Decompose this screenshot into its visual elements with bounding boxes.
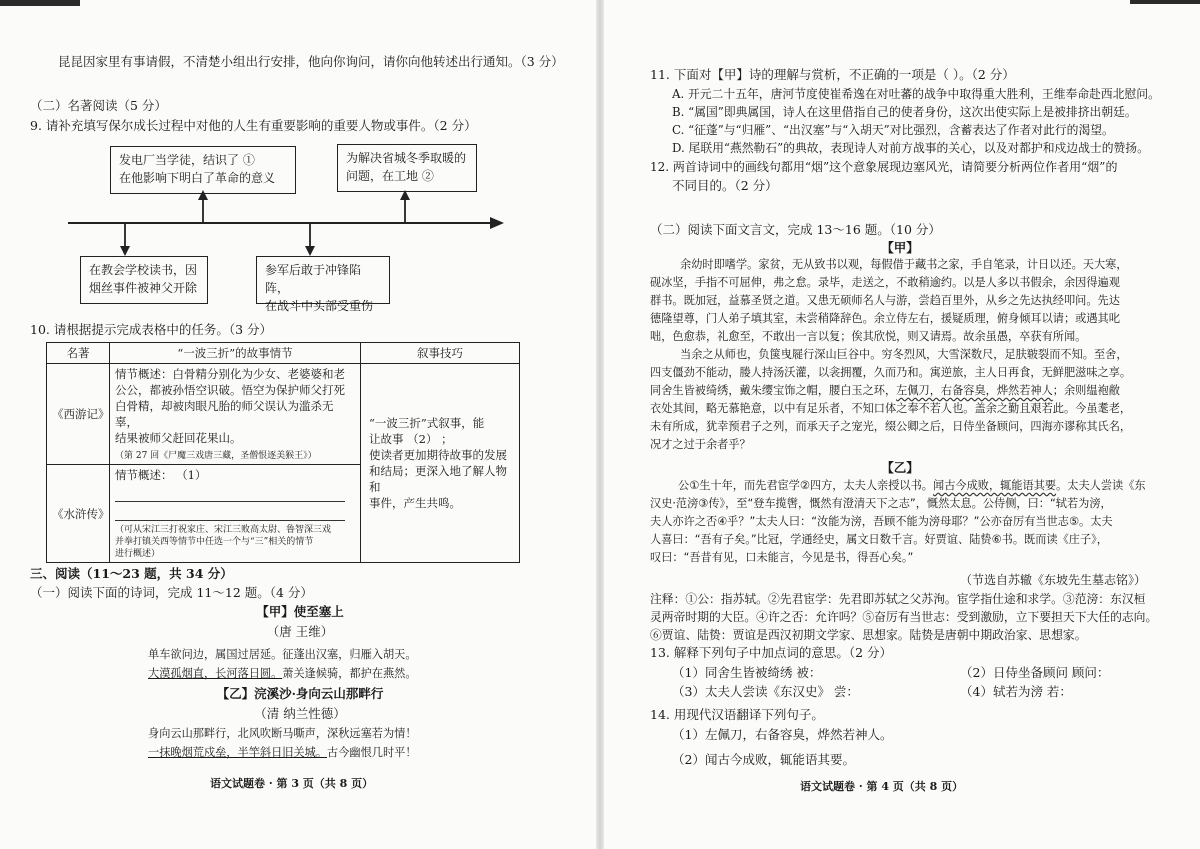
box-text: 问题，在工地 ② xyxy=(346,169,434,183)
option-c: C. “征蓬”与“归雁”、“出汉塞”与“入胡天”对比强烈，含蓄表达了作者对此行的渴望。 xyxy=(672,123,1114,137)
passage-line: 况才之过于余者乎？ xyxy=(650,438,751,451)
passage-label: 【甲】 xyxy=(881,240,919,255)
answer-line[interactable] xyxy=(115,502,345,521)
box-text: 在他影响下明白了革命的意义 xyxy=(119,171,276,185)
wavy-underlined-text: 左佩刀，右备容臭，烨然若神人 xyxy=(896,384,1053,397)
question-14: 14. 用现代汉语翻译下列句子。 xyxy=(650,707,824,722)
passage-line: 四支僵劲不能动，媵人持汤沃灌，以衾拥覆，久而乃和。寓逆旅，主人日再食，无鲜肥滋味之享。 xyxy=(650,366,1132,379)
story-table xyxy=(46,342,520,563)
option-d: D. 尾联用“燕然勒石”的典故，表现诗人对前方战事的关心，以及对都护和戍边战士的赞扬。 xyxy=(672,141,1149,155)
option-b: B. “属国”即典属国，诗人在这里借指自己的使者身份，这次出使实际上是被排挤出朝廷。 xyxy=(672,105,1137,119)
underlined-line: 大漠孤烟直，长河落日圆。 xyxy=(148,667,283,680)
passage-line: 衣处其间，略无慕艳意，以中有足乐者，不知口体之奉不若人也。盖余之勤且艰若此。今虽耄老， xyxy=(650,402,1132,415)
question-12: 不同目的。（2 分） xyxy=(672,178,778,193)
timeline-box-1 xyxy=(110,146,296,194)
tech-line: “一波三折”式叙事，能 xyxy=(369,416,485,430)
poem-line: 身向云山那畔行，北风吹断马嘶声，深秋远塞若为情！ xyxy=(148,727,417,740)
passage-text: 。太夫人尝读《东 xyxy=(1056,479,1146,492)
section-heading: （二）阅读下面文言文，完成 13～16 题。（10 分） xyxy=(650,222,941,237)
section-subheading: （一）阅读下面的诗词，完成 11～12 题。（4 分） xyxy=(30,585,313,600)
page-footer: 语文试题卷 · 第 3 页（共 8 页） xyxy=(210,777,374,790)
wavy-underlined-text: 闻古今成败，辄能语其要 xyxy=(933,479,1057,492)
book-name: 《水浒传》 xyxy=(47,465,110,563)
question-13: 13. 解释下列句子中加点词的意思。（2 分） xyxy=(650,645,893,660)
box-text: 为解决省城冬季取暖的 xyxy=(346,151,467,165)
tech-line: 让故事 （2） ； xyxy=(369,432,453,446)
section-heading: 三、阅读（11～23 题，共 34 分） xyxy=(30,566,233,581)
poem-line xyxy=(148,667,417,682)
table-header: 名著 xyxy=(47,343,110,364)
passage-line xyxy=(650,384,1120,399)
question-10: 10. 请根据提示完成表格中的任务。（3 分） xyxy=(30,322,273,337)
sub-question: （1）同舍生皆被绮绣 被： xyxy=(672,665,822,680)
plot-cell xyxy=(110,465,361,563)
hint-line: 进行概述） xyxy=(115,549,161,559)
question-12: 12. 两首诗词中的画线句都用“烟”这个意象展现边塞风光，请简要分析两位作者用“烟”的 xyxy=(650,160,1118,174)
poem-text: 萧关逢候骑，都护在燕然。 xyxy=(282,667,417,680)
sub-question: （1）左佩刀，右备容臭，烨然若神人。 xyxy=(672,727,893,742)
passage-line: 群书。既加冠，益慕圣贤之道。又患无硕师名人与游，尝趋百里外，从乡之先达执经叩问。先达 xyxy=(650,294,1120,307)
question-9: 9. 请补充填写保尔成长过程中对他的人生有重要影响的重要人物或事件。（2 分） xyxy=(30,118,477,133)
passage-text: 公①生十年，而先君宦学②四方，太夫人亲授以书。 xyxy=(678,479,933,492)
source-citation: （节选自苏辙《东坡先生墓志铭》） xyxy=(960,573,1147,587)
poem-title: 【乙】浣溪沙·身向云山那畔行 xyxy=(216,686,384,701)
poem-line xyxy=(148,746,417,761)
underlined-line: 一抹晚烟荒戍垒，半竿斜日旧关城。 xyxy=(148,746,328,759)
annotation-line: ⑥贾谊、陆贽：贾谊是西汉初期文学家、思想家。陆贽是唐朝中期政治家、思想家。 xyxy=(650,628,1087,642)
poem-line: 单车欲问边，属国过居延。征蓬出汉塞，归雁入胡天。 xyxy=(148,648,417,661)
hint-line: 并拳打镇关西等情节中任选一个与“三”相关的情节 xyxy=(115,537,314,547)
plot-line: 公公，都被孙悟空识破。悟空为保护师父打死 xyxy=(115,383,345,397)
technique-cell xyxy=(361,364,520,563)
box-text: 参军后敢于冲锋陷阵， xyxy=(265,263,362,295)
box-text: 烟丝事件被神父开除 xyxy=(89,281,198,295)
passage-line: 余幼时即嗜学。家贫，无从致书以观，每假借于藏书之家，手自笔录，计日以还。天大寒， xyxy=(680,258,1128,271)
poem-author: （唐 王维） xyxy=(266,624,334,639)
tech-line: 事件，产生共鸣。 xyxy=(369,496,461,510)
passage-line: 汉史·范滂③传》，至“登车揽辔，慨然有澄清天下之志”，慨然太息。公侍侧，曰：“轼若为滂， xyxy=(650,497,1112,510)
table-header: “一波三折”的故事情节 xyxy=(110,343,361,364)
sub-question: （3）太夫人尝读《东汉史》 尝： xyxy=(672,684,859,699)
book-name: 《西游记》 xyxy=(47,364,110,465)
box-text: 发电厂当学徒，结识了 ① xyxy=(119,153,255,167)
blank-line[interactable]: 情节概述： （1） xyxy=(115,468,207,482)
plot-line: 白骨精，却被肉眼凡胎的师父误认为滥杀无辜， xyxy=(115,399,334,429)
passage-text: 同舍生皆被绮绣，戴朱缨宝饰之帽，腰白玉之环， xyxy=(650,384,897,397)
poem-title: 【甲】使至塞上 xyxy=(256,604,344,619)
passage-line: 叹曰：“吾昔有见，口未能言，今见是书，得吾心矣。” xyxy=(650,551,914,564)
timeline-box-2 xyxy=(337,144,477,192)
plot-line: 情节概述：白骨精分别化为少女、老婆婆和老 xyxy=(115,367,345,381)
section-heading: （二）名著阅读（5 分） xyxy=(30,98,167,113)
tech-line: 使读者更加期待故事的发展 xyxy=(369,448,507,462)
annotation-line: 注释：①公：指苏轼。②先君宦学：先君即苏轼之父苏洵。宦学指仕途和求学。③范滂：东汉桓 xyxy=(650,592,1146,606)
box-text: 在战斗中头部受重伤 xyxy=(265,299,374,313)
passage-line: 人喜曰：“吾有子矣。”比冠，学通经史，属文日数千言。好贾谊、陆贽⑥书。既而读《庄子》， xyxy=(650,533,1108,546)
passage-line: 未有所成，犹幸预君子之列，而承天子之宠光，缀公卿之后，日侍坐备顾问，四海亦谬称其氏名， xyxy=(650,420,1132,433)
timeline-box-4 xyxy=(256,256,390,313)
passage-line: 砚冰坚，手指不可屈伸，弗之怠。录毕，走送之，不敢稍逾约。以是人多以书假余，余因得遍观 xyxy=(650,276,1120,289)
chapter-note: （第 27 回《尸魔三戏唐三藏，圣僧恨逐美猴王》） xyxy=(115,451,317,461)
passage-text: ；余则缊袍敝 xyxy=(1052,384,1120,397)
annotation-line: 灵两帝时期的大臣。④许之否：允许吗？⑤奋厉有当世志：受到激励，立下要担天下大任的志向。 xyxy=(650,610,1158,624)
hint-line: （可从宋江三打祝家庄、宋江三败高太尉、鲁智深三戏 xyxy=(115,525,332,535)
passage-line xyxy=(678,479,1146,494)
timeline-box-3 xyxy=(80,256,208,304)
sub-question: （4）轼若为滂 若： xyxy=(960,684,1072,699)
plot-line: 结果被师父赶回花果山。 xyxy=(115,431,242,445)
passage-line: 当余之从师也，负箧曳屣行深山巨谷中。穷冬烈风，大雪深数尺，足肤皲裂而不知。至舍， xyxy=(680,348,1128,361)
option-a: A. 开元二十五年，唐河节度使崔希逸在对吐蕃的战争中取得重大胜利，王维奉命赴西北慰问。 xyxy=(672,87,1160,101)
sub-question: （2）日侍坐备顾问 顾问： xyxy=(960,665,1110,680)
tech-line: 和结局；更深入地了解人物和 xyxy=(369,464,507,494)
poem-author: （清 纳兰性德） xyxy=(254,706,346,721)
passage-line: 咄，色愈恭，礼愈至，不敢出一言以复；俟其欣悦，则又请焉。故余虽愚，卒获有所闻。 xyxy=(650,330,1087,343)
question-text: 昆昆因家里有事请假，不清楚小组出行安排，他向你询问，请你向他转述出行通知。（3 分） xyxy=(58,54,564,69)
page-footer: 语文试题卷 · 第 4 页（共 8 页） xyxy=(800,780,964,793)
question-11: 11. 下面对【甲】诗的理解与赏析，不正确的一项是（ ）。（2 分） xyxy=(650,67,1015,82)
plot-cell xyxy=(110,364,361,465)
poem-text: 古今幽恨几时平！ xyxy=(327,746,417,759)
passage-label: 【乙】 xyxy=(881,460,919,475)
passage-line: 德隆望尊，门人弟子填其室，未尝稍降辞色。余立侍左右，援疑质理，俯身倾耳以请；或遇其叱 xyxy=(650,312,1120,325)
answer-line[interactable] xyxy=(115,483,345,502)
table-header: 叙事技巧 xyxy=(361,343,520,364)
exam-page-4 xyxy=(600,0,1200,849)
box-text: 在教会学校读书，因 xyxy=(89,263,198,277)
sub-question: （2）闻古今成败，辄能语其要。 xyxy=(672,752,855,767)
passage-line: 夫人亦许之否④乎？”太夫人曰：“汝能为滂，吾顾不能为滂母耶？”公亦奋厉有当世志⑤。太夫 xyxy=(650,515,1113,528)
